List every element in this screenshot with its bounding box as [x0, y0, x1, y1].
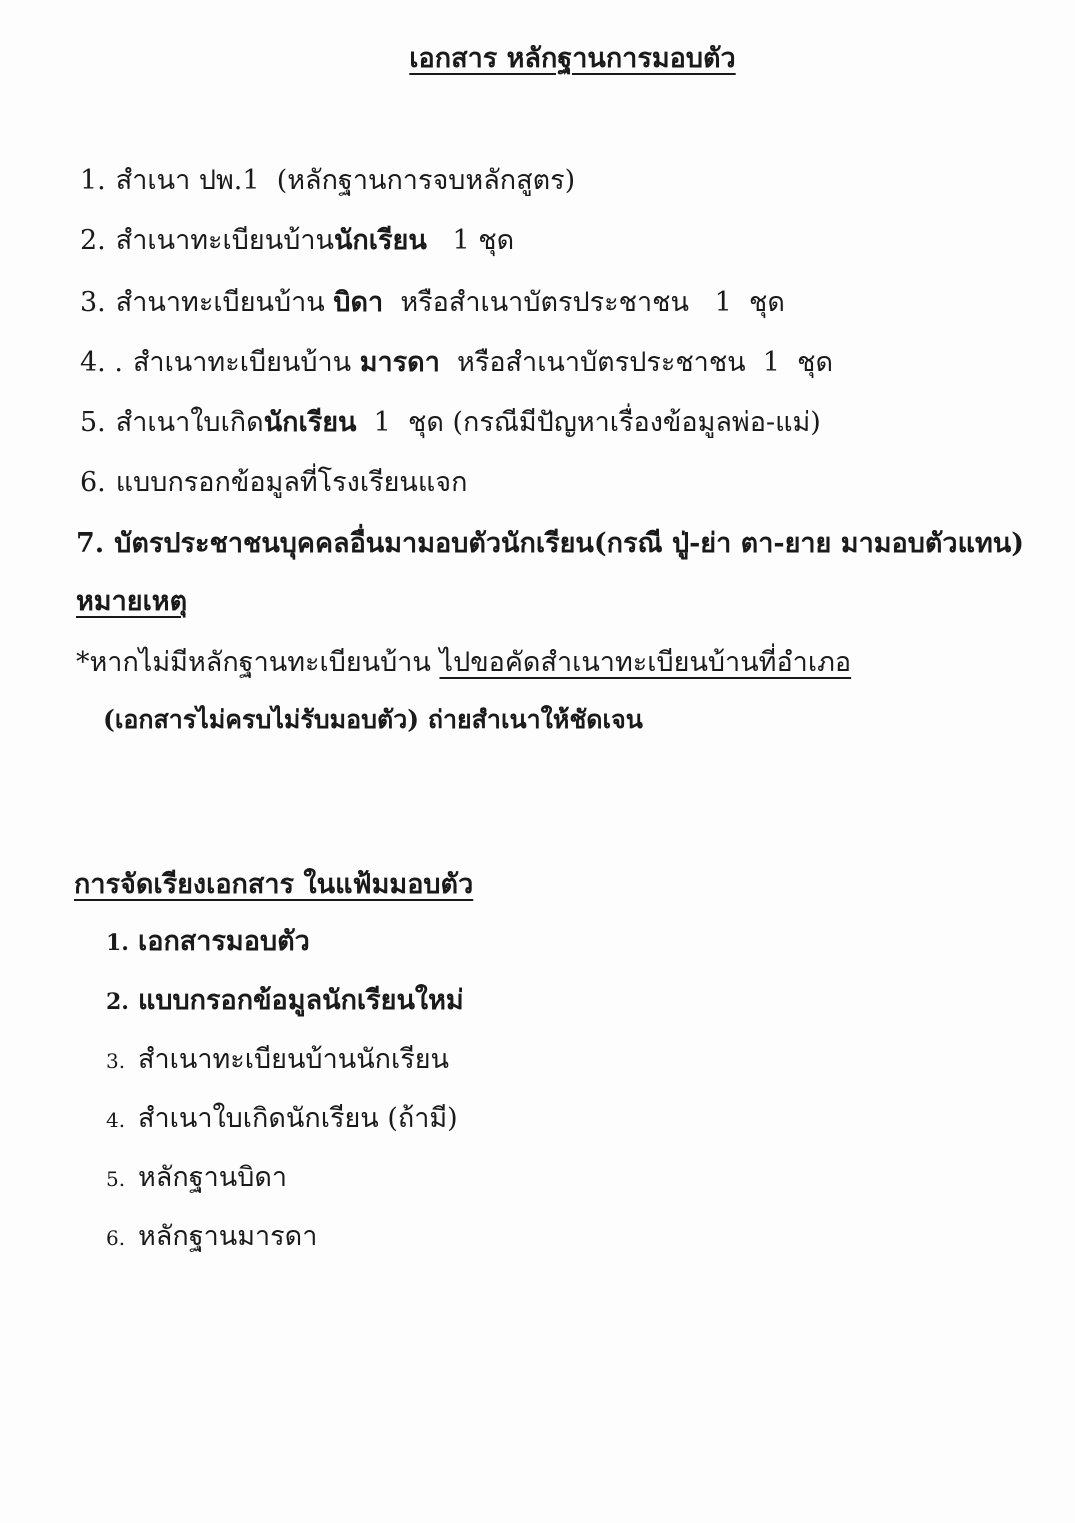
document-item-text: นักเรียน [333, 225, 427, 256]
document-item-number: 6. [80, 467, 106, 498]
arrangement-item-number: 4. [106, 1108, 126, 1132]
document-item-text: หรือสำเนาบัตรประชาชน 1 ชุด [383, 287, 785, 318]
arrangement-item [106, 1220, 317, 1255]
document-item-text: สำเนาทะเบียนบ้าน [132, 347, 360, 378]
document-item-number: 1. [80, 165, 106, 196]
arrangement-item [106, 925, 310, 960]
document-item-text: สำเนาใบเกิด [115, 407, 264, 438]
arrangement-item-text: เอกสารมอบตัว [138, 926, 310, 957]
arrangement-item-text: แบบกรอกข้อมูลนักเรียนใหม่ [138, 985, 464, 1016]
document-item [80, 406, 821, 440]
document-item-number: 5. [80, 407, 106, 438]
document-item-text: บิดา [333, 287, 384, 318]
document-item-number: 2. [80, 225, 106, 256]
document-item-text: แบบกรอกข้อมูลที่โรงเรียนแจก [115, 467, 468, 498]
arrangement-item [106, 1161, 287, 1196]
arrangement-item-number: 5. [106, 1167, 126, 1191]
arrangement-item-number: 6. [106, 1226, 126, 1250]
document-item-text: 1 ชุด (กรณีมีปัญหาเรื่องข้อมูลพ่อ-แม่) [356, 407, 821, 438]
document-item-number: 3. [80, 287, 106, 318]
arrangement-item-number: 2. [106, 989, 129, 1015]
document-item [80, 346, 833, 380]
remark-line-1-underlined: ไปขอคัดสำเนาทะเบียนบ้านที่อำเภอ [439, 647, 852, 678]
page-title [0, 36, 1075, 79]
remark-line-2: (เอกสารไม่ครบไม่รับมอบตัว) ถ่ายสำเนาให้ชัดเจน [103, 705, 643, 734]
arrangement-item-text: สำเนาทะเบียนบ้านนักเรียน [138, 1044, 450, 1075]
document-item-text: สำนาทะเบียนบ้าน [115, 287, 334, 318]
document-item-text: สำเนา ปพ.1 (หลักฐานการจบหลักสูตร) [115, 165, 576, 196]
arrangement-item [106, 984, 464, 1019]
remark-line-1 [76, 646, 851, 680]
arrangement-item [106, 1043, 449, 1078]
arrangement-heading: การจัดเรียงเอกสาร ในแฟ้มมอบตัว [74, 869, 474, 900]
document-item-text: สำเนาทะเบียนบ้าน [115, 225, 334, 256]
document-item-text: บัตรประชาชนบุคคลอื่นมามอบตัวนักเรียน(กรณี ปู่-ย่า ตา-ยาย มามอบตัวแทน) [114, 528, 1025, 559]
arrangement-item-text: สำเนาใบเกิดนักเรียน (ถ้ามี) [138, 1103, 458, 1134]
document-item [80, 286, 785, 320]
document-item [76, 527, 1024, 561]
remark-line-1-plain: *หากไม่มีหลักฐานทะเบียนบ้าน [76, 647, 440, 678]
arrangement-item-text: หลักฐานบิดา [138, 1162, 288, 1193]
arrangement-item-text: หลักฐานมารดา [138, 1221, 318, 1252]
document-item-text: นักเรียน [263, 407, 357, 438]
document-item-number: 7. [76, 528, 105, 559]
document-item [80, 224, 514, 258]
arrangement-item [106, 1102, 458, 1137]
document-item-text: หรือสำเนาบัตรประชาชน 1 ชุด [439, 347, 833, 378]
document-item-text: 1 ชุด [426, 225, 515, 256]
document-item [80, 466, 467, 500]
document-item-number: 4. . [80, 347, 123, 378]
document-item [80, 164, 575, 198]
document-item-text: มารดา [359, 347, 440, 378]
page-title-text: เอกสาร หลักฐานการมอบตัว [409, 43, 736, 74]
remark-heading: หมายเหตุ [76, 586, 188, 617]
arrangement-item-number: 1. [106, 930, 129, 956]
arrangement-item-number: 3. [106, 1049, 126, 1073]
